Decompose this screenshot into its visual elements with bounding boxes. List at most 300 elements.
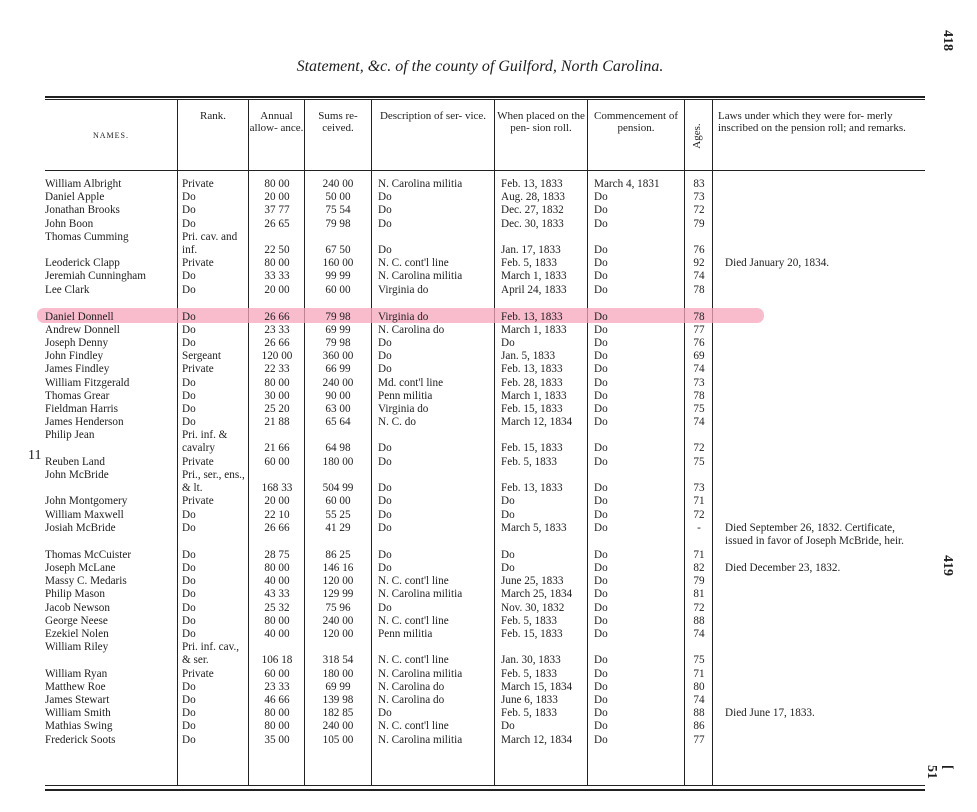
table-row: [0, 734, 977, 747]
age-cell: 78: [693, 389, 705, 402]
page-title: Statement, &c. of the county of Guilford, North Carolina.: [296, 58, 664, 75]
placed-on-roll-cell: Feb. 5, 1833: [501, 667, 557, 680]
rank-cell: Do: [182, 720, 196, 733]
pensioner-name: Andrew Donnell: [45, 323, 120, 336]
service-description-cell: Do: [378, 707, 392, 720]
service-description-cell: Do: [378, 363, 392, 376]
age-cell: 75: [693, 455, 705, 468]
pensioner-name: Daniel Apple: [45, 191, 105, 204]
commencement-cell: Do: [594, 720, 608, 733]
service-description-cell: N. Carolina militia: [378, 270, 463, 283]
table-row: [0, 602, 977, 615]
table-row: [0, 694, 977, 707]
rank-cell: Do: [182, 680, 196, 693]
pensioner-name: John Montgomery: [45, 495, 128, 508]
age-cell: 83: [693, 178, 705, 190]
table-row: [0, 588, 977, 601]
annual-allowance-cell: 80 00: [264, 178, 290, 190]
annual-allowance-cell: 22 10: [264, 508, 290, 521]
annual-allowance-cell: 26 65: [264, 217, 290, 230]
table-row: [0, 615, 977, 628]
annual-allowance-cell: 80 00: [264, 720, 290, 733]
rank-cell: Pri. inf. cav., & ser.: [182, 641, 240, 667]
pensioner-name: Thomas Cumming: [45, 230, 129, 243]
annual-allowance-cell: 26 66: [264, 310, 290, 323]
sums-received-cell: 240 00: [322, 178, 354, 190]
sums-received-cell: 79 98: [325, 310, 351, 323]
placed-on-roll-cell: March 1, 1833: [501, 270, 567, 283]
annual-allowance-cell: 168 33: [261, 481, 293, 494]
commencement-cell: Do: [594, 442, 608, 455]
annual-allowance-cell: 80 00: [264, 614, 290, 627]
placed-on-roll-cell: Feb. 13, 1833: [501, 178, 563, 190]
commencement-cell: Do: [594, 191, 608, 204]
rank-cell: Do: [182, 389, 196, 402]
age-cell: 76: [693, 243, 705, 256]
table-row: [0, 350, 977, 363]
service-description-cell: N. C. cont'l line: [378, 614, 449, 627]
rank-cell: Do: [182, 562, 196, 575]
age-cell: 69: [693, 350, 705, 363]
table-row: [0, 495, 977, 508]
page-number-bottom: [ 51: [924, 765, 955, 779]
annual-allowance-cell: 28 75: [264, 548, 290, 561]
pensioner-name: John Boon: [45, 217, 94, 230]
annual-allowance-cell: 106 18: [261, 654, 293, 667]
rank-cell: Do: [182, 376, 196, 389]
service-description-cell: Virginia do: [378, 403, 429, 416]
pensioner-name: Massy C. Medaris: [45, 575, 127, 588]
annual-allowance-cell: 22 50: [264, 243, 290, 256]
age-cell: 74: [693, 270, 705, 283]
header-ages: Ages.: [691, 123, 703, 149]
commencement-cell: Do: [594, 350, 608, 363]
age-cell: 72: [693, 601, 705, 614]
sums-received-cell: 69 99: [325, 680, 351, 693]
table-row: [0, 681, 977, 694]
sums-received-cell: 79 98: [325, 337, 351, 350]
age-cell: 86: [693, 720, 705, 733]
pensioner-name: Joseph Denny: [45, 337, 109, 350]
annual-allowance-cell: 60 00: [264, 667, 290, 680]
annual-allowance-cell: 33 33: [264, 270, 290, 283]
commencement-cell: Do: [594, 521, 608, 534]
age-cell: 77: [693, 733, 705, 746]
service-description-cell: Do: [378, 481, 392, 494]
pensioner-name: Josiah McBride: [45, 521, 116, 534]
sums-received-cell: 240 00: [322, 720, 354, 733]
sums-received-cell: 360 00: [322, 350, 354, 363]
pensioner-name: Philip Jean: [45, 429, 95, 442]
pensioner-name: James Stewart: [45, 694, 110, 706]
table-row: [0, 549, 977, 562]
rank-cell: Do: [182, 310, 196, 323]
sums-received-cell: 64 98: [325, 442, 351, 455]
commencement-cell: Do: [594, 614, 608, 627]
remarks-cell: Died January 20, 1834.: [725, 257, 830, 270]
table-row: [0, 218, 977, 231]
service-description-cell: N. C. cont'l line: [378, 575, 449, 588]
rank-cell: Do: [182, 707, 196, 720]
rank-cell: Private: [182, 495, 214, 508]
commencement-cell: Do: [594, 270, 608, 283]
commencement-cell: Do: [594, 694, 608, 706]
age-cell: 71: [693, 667, 705, 680]
placed-on-roll-cell: March 12, 1834: [501, 416, 573, 429]
sums-received-cell: 120 00: [322, 628, 354, 641]
pensioner-name: Fieldman Harris: [45, 403, 119, 416]
age-cell: 74: [693, 363, 705, 376]
rank-cell: Do: [182, 403, 196, 416]
annual-allowance-cell: 20 00: [264, 495, 290, 508]
placed-on-roll-cell: Do: [501, 720, 515, 733]
header-laws: Laws under which they were for- merly inscribed on the pension roll; and remarks.: [718, 110, 906, 134]
service-description-cell: Do: [378, 191, 392, 204]
commencement-cell: Do: [594, 654, 608, 667]
sums-received-cell: 65 64: [325, 416, 351, 429]
pensioner-name: John Findley: [45, 350, 104, 363]
rank-cell: Pri. cav. and inf.: [182, 230, 238, 256]
sums-received-cell: 146 16: [322, 562, 354, 575]
pensioner-name: Thomas McCuister: [45, 548, 132, 561]
placed-on-roll-cell: Dec. 30, 1833: [501, 217, 564, 230]
sums-received-cell: 50 00: [325, 191, 351, 204]
pensioner-name: Philip Mason: [45, 588, 105, 601]
commencement-cell: Do: [594, 667, 608, 680]
placed-on-roll-cell: Feb. 15, 1833: [501, 628, 563, 641]
commencement-cell: Do: [594, 680, 608, 693]
row-gap: [0, 297, 977, 311]
commencement-cell: Do: [594, 707, 608, 720]
age-cell: -: [697, 521, 701, 534]
annual-allowance-cell: 80 00: [264, 257, 290, 270]
commencement-cell: Do: [594, 323, 608, 336]
sums-received-cell: 105 00: [322, 733, 354, 746]
pensioner-name: Joseph McLane: [45, 562, 116, 575]
sums-received-cell: 99 99: [325, 270, 351, 283]
commencement-cell: Do: [594, 310, 608, 323]
pensioner-name: George Neese: [45, 614, 108, 627]
service-description-cell: Do: [378, 455, 392, 468]
rank-cell: Do: [182, 628, 196, 641]
header-commencement: Commencement of pension.: [593, 110, 678, 134]
rank-cell: Do: [182, 521, 196, 534]
placed-on-roll-cell: Feb. 5, 1833: [501, 707, 557, 720]
service-description-cell: Do: [378, 601, 392, 614]
service-description-cell: Penn militia: [378, 389, 433, 402]
annual-allowance-cell: 60 00: [264, 455, 290, 468]
rank-cell: Do: [182, 601, 196, 614]
table-row: [0, 324, 977, 337]
age-cell: 73: [693, 376, 705, 389]
placed-on-roll-cell: March 15, 1834: [501, 680, 573, 693]
rank-cell: Do: [182, 191, 196, 204]
table-row: [0, 720, 977, 733]
service-description-cell: N. Carolina do: [378, 680, 445, 693]
age-cell: 78: [693, 310, 705, 323]
rank-cell: Do: [182, 204, 196, 217]
service-description-cell: Penn militia: [378, 628, 433, 641]
rank-cell: Private: [182, 667, 214, 680]
commencement-cell: Do: [594, 416, 608, 429]
table-row: [0, 641, 977, 667]
header-annual: Annual allow- ance.: [249, 110, 304, 134]
age-cell: 74: [693, 628, 705, 641]
age-cell: 75: [693, 403, 705, 416]
pension-table-body: [0, 178, 977, 747]
placed-on-roll-cell: Aug. 28, 1833: [501, 191, 566, 204]
rank-cell: Private: [182, 257, 214, 270]
service-description-cell: Do: [378, 548, 392, 561]
pensioner-name: Lee Clark: [45, 283, 90, 296]
service-description-cell: Do: [378, 562, 392, 575]
rank-cell: Do: [182, 217, 196, 230]
placed-on-roll-cell: Feb. 13, 1833: [501, 310, 563, 323]
age-cell: 74: [693, 694, 705, 706]
header-names: NAMES.: [92, 131, 129, 140]
commencement-cell: Do: [594, 283, 608, 296]
rank-cell: Do: [182, 548, 196, 561]
table-row: [0, 509, 977, 522]
commencement-cell: March 4, 1831: [594, 178, 660, 190]
age-cell: 88: [693, 614, 705, 627]
rank-cell: Pri., ser., ens., & lt.: [182, 468, 245, 494]
age-cell: 82: [693, 562, 705, 575]
placed-on-roll-cell: Do: [501, 508, 515, 521]
service-description-cell: N. Carolina militia: [378, 733, 463, 746]
age-cell: 71: [693, 548, 705, 561]
annual-allowance-cell: 21 66: [264, 442, 290, 455]
annual-allowance-cell: 80 00: [264, 562, 290, 575]
rank-cell: Do: [182, 588, 196, 601]
sums-received-cell: 79 98: [325, 217, 351, 230]
service-description-cell: N. Carolina do: [378, 323, 445, 336]
service-description-cell: N. Carolina militia: [378, 588, 463, 601]
sums-received-cell: 90 00: [325, 389, 351, 402]
rank-cell: Pri. inf. & cavalry: [182, 429, 228, 455]
table-row: [0, 270, 977, 283]
pensioner-name: William Fitzgerald: [45, 376, 130, 389]
sums-received-cell: 60 00: [325, 495, 351, 508]
annual-allowance-cell: 26 66: [264, 337, 290, 350]
placed-on-roll-cell: Jan. 17, 1833: [501, 243, 561, 256]
commencement-cell: Do: [594, 257, 608, 270]
placed-on-roll-cell: March 1, 1833: [501, 389, 567, 402]
rank-cell: Do: [182, 416, 196, 429]
placed-on-roll-cell: Feb. 15, 1833: [501, 403, 563, 416]
commencement-cell: Do: [594, 548, 608, 561]
table-row: [0, 429, 977, 455]
pensioner-name: William Maxwell: [45, 508, 124, 521]
pensioner-name: Leoderick Clapp: [45, 257, 120, 270]
placed-on-roll-cell: March 1, 1833: [501, 323, 567, 336]
placed-on-roll-cell: June 6, 1833: [501, 694, 558, 706]
table-row: [0, 562, 977, 575]
commencement-cell: Do: [594, 628, 608, 641]
header-sums: Sums re- ceived.: [318, 110, 358, 134]
annual-allowance-cell: 40 00: [264, 575, 290, 588]
commencement-cell: Do: [594, 337, 608, 350]
pensioner-name: William Ryan: [45, 667, 108, 680]
sums-received-cell: 63 00: [325, 403, 351, 416]
rank-cell: Do: [182, 337, 196, 350]
sums-received-cell: 66 99: [325, 363, 351, 376]
rank-cell: Do: [182, 575, 196, 588]
placed-on-roll-cell: Jan. 5, 1833: [501, 350, 556, 363]
placed-on-roll-cell: April 24, 1833: [501, 283, 567, 296]
commencement-cell: Do: [594, 363, 608, 376]
age-cell: 74: [693, 416, 705, 429]
age-cell: 79: [693, 575, 705, 588]
header-rank: Rank.: [200, 110, 226, 122]
pensioner-name: James Henderson: [45, 416, 124, 429]
table-row: [0, 204, 977, 217]
commencement-cell: Do: [594, 508, 608, 521]
commencement-cell: Do: [594, 455, 608, 468]
commencement-cell: Do: [594, 403, 608, 416]
service-description-cell: Do: [378, 442, 392, 455]
rank-cell: Do: [182, 508, 196, 521]
service-description-cell: Virginia do: [378, 310, 429, 323]
table-row: [0, 284, 977, 297]
annual-allowance-cell: 23 33: [264, 323, 290, 336]
service-description-cell: Do: [378, 521, 392, 534]
commencement-cell: Do: [594, 601, 608, 614]
service-description-cell: N. C. cont'l line: [378, 720, 449, 733]
sums-received-cell: 75 54: [325, 204, 351, 217]
pensioner-name: Thomas Grear: [45, 389, 110, 402]
pensioner-name: John McBride: [45, 468, 109, 481]
service-description-cell: N. Carolina militia: [378, 178, 463, 190]
age-cell: 75: [693, 654, 705, 667]
margin-mark: 11: [28, 448, 42, 463]
table-row: [0, 456, 977, 469]
age-cell: 79: [693, 217, 705, 230]
placed-on-roll-cell: Feb. 13, 1833: [501, 481, 563, 494]
annual-allowance-cell: 37 77: [264, 204, 290, 217]
commencement-cell: Do: [594, 204, 608, 217]
placed-on-roll-cell: Do: [501, 337, 515, 350]
placed-on-roll-cell: Feb. 13, 1833: [501, 363, 563, 376]
sums-received-cell: 120 00: [322, 575, 354, 588]
pensioner-name: Jeremiah Cunningham: [45, 270, 146, 283]
table-row: [0, 707, 977, 720]
table-row: [0, 668, 977, 681]
table-row: [0, 337, 977, 350]
sums-received-cell: 182 85: [322, 707, 354, 720]
sums-received-cell: 55 25: [325, 508, 351, 521]
pensioner-name: William Riley: [45, 641, 109, 654]
placed-on-roll-cell: June 25, 1833: [501, 575, 564, 588]
table-row: [0, 575, 977, 588]
age-cell: 77: [693, 323, 705, 336]
placed-on-roll-cell: Dec. 27, 1832: [501, 204, 564, 217]
service-description-cell: Md. cont'l line: [378, 376, 444, 389]
sums-received-cell: 240 00: [322, 376, 354, 389]
placed-on-roll-cell: Feb. 28, 1833: [501, 376, 563, 389]
annual-allowance-cell: 30 00: [264, 389, 290, 402]
sums-received-cell: 318 54: [322, 654, 354, 667]
sums-received-cell: 67 50: [325, 243, 351, 256]
rank-cell: Sergeant: [182, 350, 221, 363]
age-cell: 72: [693, 204, 705, 217]
pensioner-name: Frederick Soots: [45, 733, 116, 746]
sums-received-cell: 60 00: [325, 283, 351, 296]
commencement-cell: Do: [594, 389, 608, 402]
header-placed: When placed on the pen- sion roll.: [497, 110, 585, 134]
service-description-cell: Do: [378, 495, 392, 508]
table-row: [0, 628, 977, 641]
annual-allowance-cell: 22 33: [264, 363, 290, 376]
pensioner-name: William Albright: [45, 178, 122, 190]
commencement-cell: Do: [594, 562, 608, 575]
rank-cell: Do: [182, 283, 196, 296]
table-row: [0, 231, 977, 257]
placed-on-roll-cell: Jan. 30, 1833: [501, 654, 561, 667]
table-bottom-rule: [45, 789, 925, 791]
pensioner-name: Jonathan Brooks: [45, 204, 120, 217]
commencement-cell: Do: [594, 575, 608, 588]
annual-allowance-cell: 80 00: [264, 376, 290, 389]
rank-cell: Do: [182, 694, 196, 706]
page-number-middle: 419: [940, 555, 955, 576]
annual-allowance-cell: 120 00: [261, 350, 293, 363]
age-cell: 72: [693, 508, 705, 521]
service-description-cell: Do: [378, 204, 392, 217]
placed-on-roll-cell: Feb. 15, 1833: [501, 442, 563, 455]
annual-allowance-cell: 20 00: [264, 191, 290, 204]
pensioner-name: Mathias Swing: [45, 720, 113, 733]
sums-received-cell: 86 25: [325, 548, 351, 561]
placed-on-roll-cell: Do: [501, 562, 515, 575]
pensioner-name: James Findley: [45, 363, 110, 376]
rank-cell: Private: [182, 363, 214, 376]
sums-received-cell: 180 00: [322, 455, 354, 468]
annual-allowance-cell: 26 66: [264, 521, 290, 534]
placed-on-roll-cell: March 12, 1834: [501, 733, 573, 746]
pensioner-name: William Smith: [45, 707, 111, 720]
commencement-cell: Do: [594, 376, 608, 389]
annual-allowance-cell: 80 00: [264, 707, 290, 720]
commencement-cell: Do: [594, 217, 608, 230]
age-cell: 92: [693, 257, 705, 270]
rank-cell: Do: [182, 733, 196, 746]
table-row: [0, 416, 977, 429]
commencement-cell: Do: [594, 588, 608, 601]
commencement-cell: Do: [594, 733, 608, 746]
table-row: [0, 257, 977, 270]
age-cell: 88: [693, 707, 705, 720]
age-cell: 78: [693, 283, 705, 296]
table-row: [0, 311, 977, 324]
table-row: [0, 191, 977, 204]
table-row: [0, 521, 977, 547]
table-row: [0, 178, 977, 191]
pensioner-name: Matthew Roe: [45, 680, 106, 693]
pensioner-name: Daniel Donnell: [45, 310, 114, 323]
age-cell: 80: [693, 680, 705, 693]
pensioner-name: Jacob Newson: [45, 601, 110, 614]
service-description-cell: Do: [378, 217, 392, 230]
annual-allowance-cell: 21 88: [264, 416, 290, 429]
page-number-top: 418: [940, 30, 955, 51]
table-row: [0, 390, 977, 403]
table-row: [0, 403, 977, 416]
annual-allowance-cell: 25 20: [264, 403, 290, 416]
annual-allowance-cell: 25 32: [264, 601, 290, 614]
service-description-cell: N. C. cont'l line: [378, 257, 449, 270]
commencement-cell: Do: [594, 243, 608, 256]
